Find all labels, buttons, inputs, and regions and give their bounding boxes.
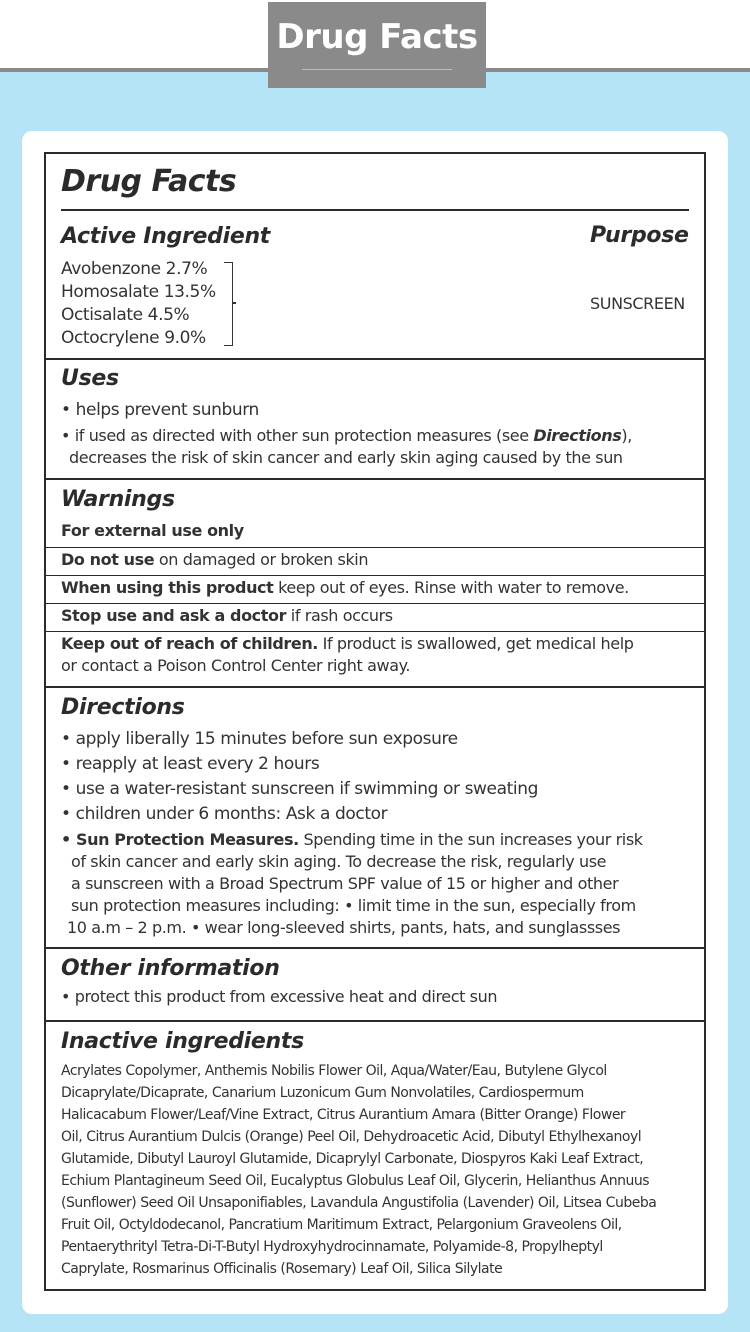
directions-item: • apply liberally 15 minutes before sun exposure (61, 729, 458, 749)
section-divider (46, 686, 704, 688)
section-divider (46, 947, 704, 949)
row-divider (46, 575, 704, 576)
row-divider (46, 603, 704, 604)
section-divider (46, 1020, 704, 1022)
header-title: Drug Facts (276, 17, 478, 57)
uses-item-continuation: decreases the risk of skin cancer and early skin aging caused by the sun (69, 448, 623, 467)
warning-stop-use: Stop use and ask a doctor if rash occurs (61, 606, 393, 625)
directions-reference: Directions (533, 426, 622, 445)
purpose-heading: Purpose (590, 223, 689, 248)
active-ingredient-list (61, 258, 216, 350)
ingredient-bracket (224, 262, 233, 346)
row-divider (46, 547, 704, 548)
title-rule (61, 209, 689, 211)
ingredient-bracket-tick (232, 302, 236, 304)
content-card (22, 131, 728, 1314)
other-information-item: • protect this product from excessive heat and direct sun (61, 987, 498, 1006)
row-divider (46, 631, 704, 632)
warnings-heading: Warnings (61, 487, 175, 512)
directions-list (61, 727, 538, 827)
ingredient-item: Homosalate 13.5% (61, 282, 216, 302)
warning-keep-out-continuation: or contact a Poison Control Center right away. (61, 656, 411, 675)
directions-item: • reapply at least every 2 hours (61, 754, 320, 774)
section-divider (46, 358, 704, 360)
purpose-value: SUNSCREEN (590, 294, 685, 313)
inactive-ingredients-text: Acrylates Copolymer, Anthemis Nobilis Flower Oil, Aqua/Water/Eau, Butylene Glycol Dicaprylate/Dicaprate, Canarium Luzonicum Gum Nonvolatiles, Cardiospermum Halicacabum Flower/Leaf/Vine Extract, Citrus Aurantium Amara (Bitter Orange) Flower Oil, Citrus Aurantium Dulcis (Orange) Peel Oil, Dehydroacetic Acid, Dibutyl Ethylhexanoyl Glutamide, Dibutyl Lauroyl Glutamide, Dicaprylyl Carbonate, Diospyros Kaki Leaf Extract, Echium Plantagineum Seed Oil, Eucalyptus Globulus Leaf Oil, Glycerin, Helianthus Annuus (Sunflower) Seed Oil Unsaponifiables, Lavandula Angustifolia (Lavender) Oil, Litsea Cubeba Fruit Oil, Octyldodecanol, Pancratium Maritimum Extract, Pelargonium Graveolens Oil, Pentaerythrityl Tetra-Di-T-Butyl Hydroxyhydrocinnamate, Polyamide-8, Propylheptyl Caprylate, Rosmarinus Officinalis (Rosemary) Leaf Oil, Silica Silylate (61, 1063, 657, 1277)
ingredient-item: Octisalate 4.5% (61, 305, 190, 325)
directions-item: • children under 6 months: Ask a doctor (61, 804, 388, 824)
inactive-ingredients-heading: Inactive ingredients (61, 1029, 304, 1054)
active-ingredient-heading: Active Ingredient (61, 224, 271, 249)
drug-facts-title: Drug Facts (61, 164, 237, 199)
other-information-heading: Other information (61, 956, 280, 981)
uses-item: • if used as directed with other sun protection measures (see Directions), (61, 426, 632, 445)
uses-heading: Uses (61, 366, 119, 391)
drug-facts-panel (44, 152, 706, 1291)
warning-do-not-use: Do not use on damaged or broken skin (61, 550, 369, 569)
directions-item: • use a water-resistant sunscreen if swimming or sweating (61, 779, 538, 799)
header-title-tab (268, 2, 486, 88)
warning-keep-out: Keep out of reach of children. If product is swallowed, get medical help (61, 634, 634, 653)
section-divider (46, 478, 704, 480)
uses-item: • helps prevent sunburn (61, 400, 259, 420)
warning-when-using: When using this product keep out of eyes. Rinse with water to remove. (61, 578, 629, 597)
ingredient-item: Avobenzone 2.7% (61, 259, 208, 279)
sun-protection-measures: • Sun Protection Measures. Spending time in the sun increases your risk of skin cancer and early skin aging. To decrease the risk, regularly use a sunscreen with a Broad Spectrum SPF value of 15 or higher and other sun protection measures including: • limit time in the sun, especially from 10 a.m – 2 p.m. • wear long-sleeved shirts, pants, hats, and sunglassses (61, 830, 643, 937)
header-title-underline (302, 69, 452, 70)
ingredient-item: Octocrylene 9.0% (61, 328, 206, 348)
warning-external-use: For external use only (61, 521, 244, 540)
directions-heading: Directions (61, 695, 185, 720)
